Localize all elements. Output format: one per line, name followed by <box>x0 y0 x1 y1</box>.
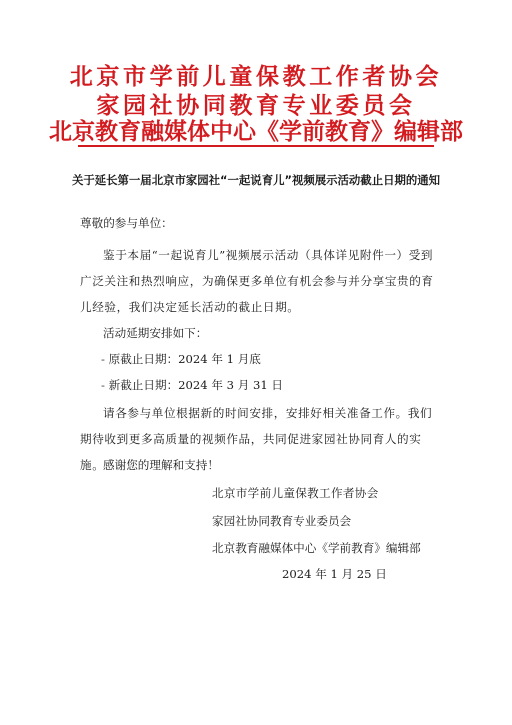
signature-org-2: 家园社协同教育专业委员会 <box>212 514 352 528</box>
schedule-item-text: 新截止日期：2024 年 3 月 31 日 <box>108 378 284 392</box>
letterhead-org-3: 北京教育融媒体中心《学前教育》编辑部 <box>49 119 463 145</box>
schedule-item-new <box>80 372 457 398</box>
letterhead-divider <box>78 145 434 147</box>
schedule-intro: 活动延期安排如下： <box>103 326 208 340</box>
signature-org-1: 北京市学前儿童保教工作者协会 <box>212 486 379 500</box>
bullet-dash-icon: - <box>101 378 105 392</box>
notice-title: 关于延长第一届北京市家园社“一起说育儿”视频展示活动截止日期的通知 <box>71 173 441 187</box>
bullet-dash-icon: - <box>101 352 105 366</box>
letterhead-org-2: 家园社协同教育专业委员会 <box>96 93 416 119</box>
signature-org-3: 北京教育融媒体中心《学前教育》编辑部 <box>212 541 421 555</box>
signature-date: 2024 年 1 月 25 日 <box>282 567 387 581</box>
schedule-item-original <box>80 346 457 372</box>
salutation: 尊敬的参与单位： <box>80 216 173 230</box>
main-paragraph: 鉴于本届“一起说育儿”视频展示活动（具体详见附件一）受到广泛关注和热烈响应，为确保更多单位有机会参与并分享宝贵的育儿经验，我们决定延长活动的截止日期。 <box>80 248 434 314</box>
schedule-item-text: 原截止日期：2024 年 1 月底 <box>108 352 261 366</box>
closing-paragraph: 请各参与单位根据新的时间安排，安排好相关准备工作。我们期待收到更多高质量的视频作品，共同促进家园社协同育人的实施。 <box>80 406 433 472</box>
thanks-line: 感谢您的理解和支持！ <box>103 458 219 472</box>
letterhead-org-1: 北京市学前儿童保教工作者协会 <box>69 64 443 90</box>
